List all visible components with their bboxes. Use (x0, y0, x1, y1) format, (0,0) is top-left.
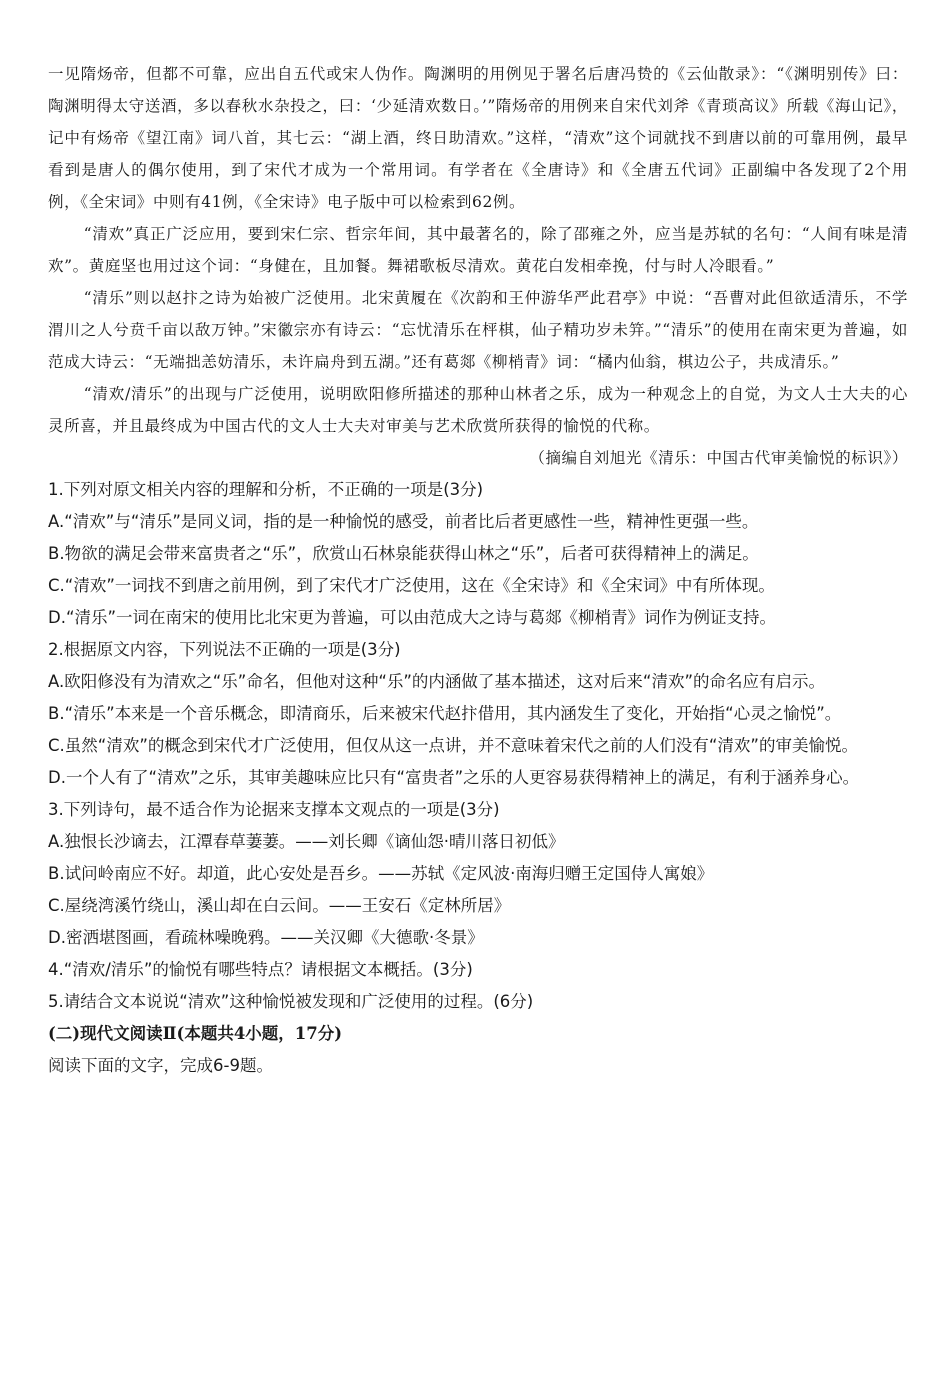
question-option: D.密洒堪图画，看疏林噪晚鸦。——关汉卿《大德歌·冬景》 (48, 928, 484, 947)
question-option: B.物欲的满足会带来富贵者之“乐”，欣赏山石林泉能获得山林之“乐”，后者可获得精神上的满足。 (48, 544, 759, 563)
question-stem: 2.根据原文内容，下列说法不正确的一项是(3分) (48, 640, 401, 659)
passage-paragraph: “清乐”则以赵抃之诗为始被广泛使用。北宋黄履在《次韵和王仲游华严此君亭》中说：“吾曹对此但欲适清乐，不学渭川之人兮贲千亩以敌万钟。”宋徽宗亦有诗云：“忘忧清乐在枰棋，仙子精功岁未笄。”“清乐”的使用在南宋更为普遍，如范成大诗云：“无端拙恙妨清乐，未许扁舟到五湖。”还有葛郯《柳梢青》词：“橘内仙翁，棋边公子，共成清乐。” (48, 289, 908, 371)
question-option: D.“清乐”一词在南宋的使用比北宋更为普遍，可以由范成大之诗与葛郯《柳梢青》词作为例证支持。 (48, 608, 777, 627)
question-list (48, 474, 908, 1018)
question-option: C.虽然“清欢”的概念到宋代才广泛使用，但仅从这一点讲，并不意味着宋代之前的人们没有“清欢”的审美愉悦。 (48, 736, 858, 755)
passage-paragraph: “清欢”真正广泛应用，要到宋仁宗、哲宗年间，其中最著名的，除了邵雍之外，应当是苏轼的名句：“人间有味是清欢”。黄庭坚也用过这个词：“身健在，且加餐。舞裙歌板尽清欢。黄花白发相牵挽，付与时人冷眼看。” (48, 225, 908, 275)
question-option: B.试问岭南应不好。却道，此心安处是吾乡。——苏轼《定风波·南海归赠王定国侍人寓娘》 (48, 864, 714, 883)
passage-paragraph: “清欢/清乐”的出现与广泛使用，说明欧阳修所描述的那种山林者之乐，成为一种观念上的自觉，为文人士大夫的心灵所喜，并且最终成为中国古代的文人士大夫对审美与艺术欣赏所获得的愉悦的代称。 (48, 385, 908, 435)
question-option: A.“清欢”与“清乐”是同义词，指的是一种愉悦的感受，前者比后者更感性一些，精神性更强一些。 (48, 512, 759, 531)
question-stem: 3.下列诗句，最不适合作为论据来支撑本文观点的一项是(3分) (48, 800, 500, 819)
question-option: C.“清欢”一词找不到唐之前用例，到了宋代才广泛使用，这在《全宋诗》和《全宋词》中有所体现。 (48, 576, 775, 595)
section-instruction: 阅读下面的文字，完成6-9题。 (48, 1056, 273, 1075)
passage-source: （摘编自刘旭光《清乐：中国古代审美愉悦的标识》） (529, 449, 908, 467)
question-option: D.一个人有了“清欢”之乐，其审美趣味应比只有“富贵者”之乐的人更容易获得精神上的满足，有利于涵养身心。 (48, 768, 860, 787)
section-heading: (二)现代文阅读Ⅱ(本题共4小题，17分) (48, 1024, 343, 1043)
passage-paragraph: 一见隋炀帝，但都不可靠，应出自五代或宋人伪作。陶渊明的用例见于署名后唐冯贽的《云仙散录》：“《渊明别传》曰：陶渊明得太守送酒，多以春秋水杂投之，曰：‘少延清欢数日。’”隋炀帝的用例来自宋代刘斧《青琐高议》所载《海山记》，记中有炀帝《望江南》词八首，其七云：“湖上酒，终日助清欢。”这样，“清欢”这个词就找不到唐以前的可靠用例，最早看到是唐人的偶尔使用，到了宋代才成为一个常用词。有学者在《全唐诗》和《全唐五代词》正副编中各发现了2个用例，《全宋词》中则有41例，《全宋诗》电子版中可以检索到62例。 (48, 65, 908, 211)
question-stem: 4.“清欢/清乐”的愉悦有哪些特点？请根据文本概括。(3分) (48, 960, 473, 979)
reading-passage (48, 58, 908, 442)
question-option: A.独恨长沙谪去，江潭春草萋萋。——刘长卿《谪仙怨·晴川落日初低》 (48, 832, 565, 851)
question-stem: 1.下列对原文相关内容的理解和分析，不正确的一项是(3分) (48, 480, 484, 499)
question-option: C.屋绕湾溪竹绕山，溪山却在白云间。——王安石《定林所居》 (48, 896, 511, 915)
question-option: B.“清乐”本来是一个音乐概念，即清商乐，后来被宋代赵抃借用，其内涵发生了变化，开始指“心灵之愉悦”。 (48, 704, 842, 723)
question-option: A.欧阳修没有为清欢之“乐”命名，但他对这种“乐”的内涵做了基本描述，这对后来“清欢”的命名应有启示。 (48, 672, 826, 691)
question-stem: 5.请结合文本说说“清欢”这种愉悦被发现和广泛使用的过程。(6分) (48, 992, 534, 1011)
